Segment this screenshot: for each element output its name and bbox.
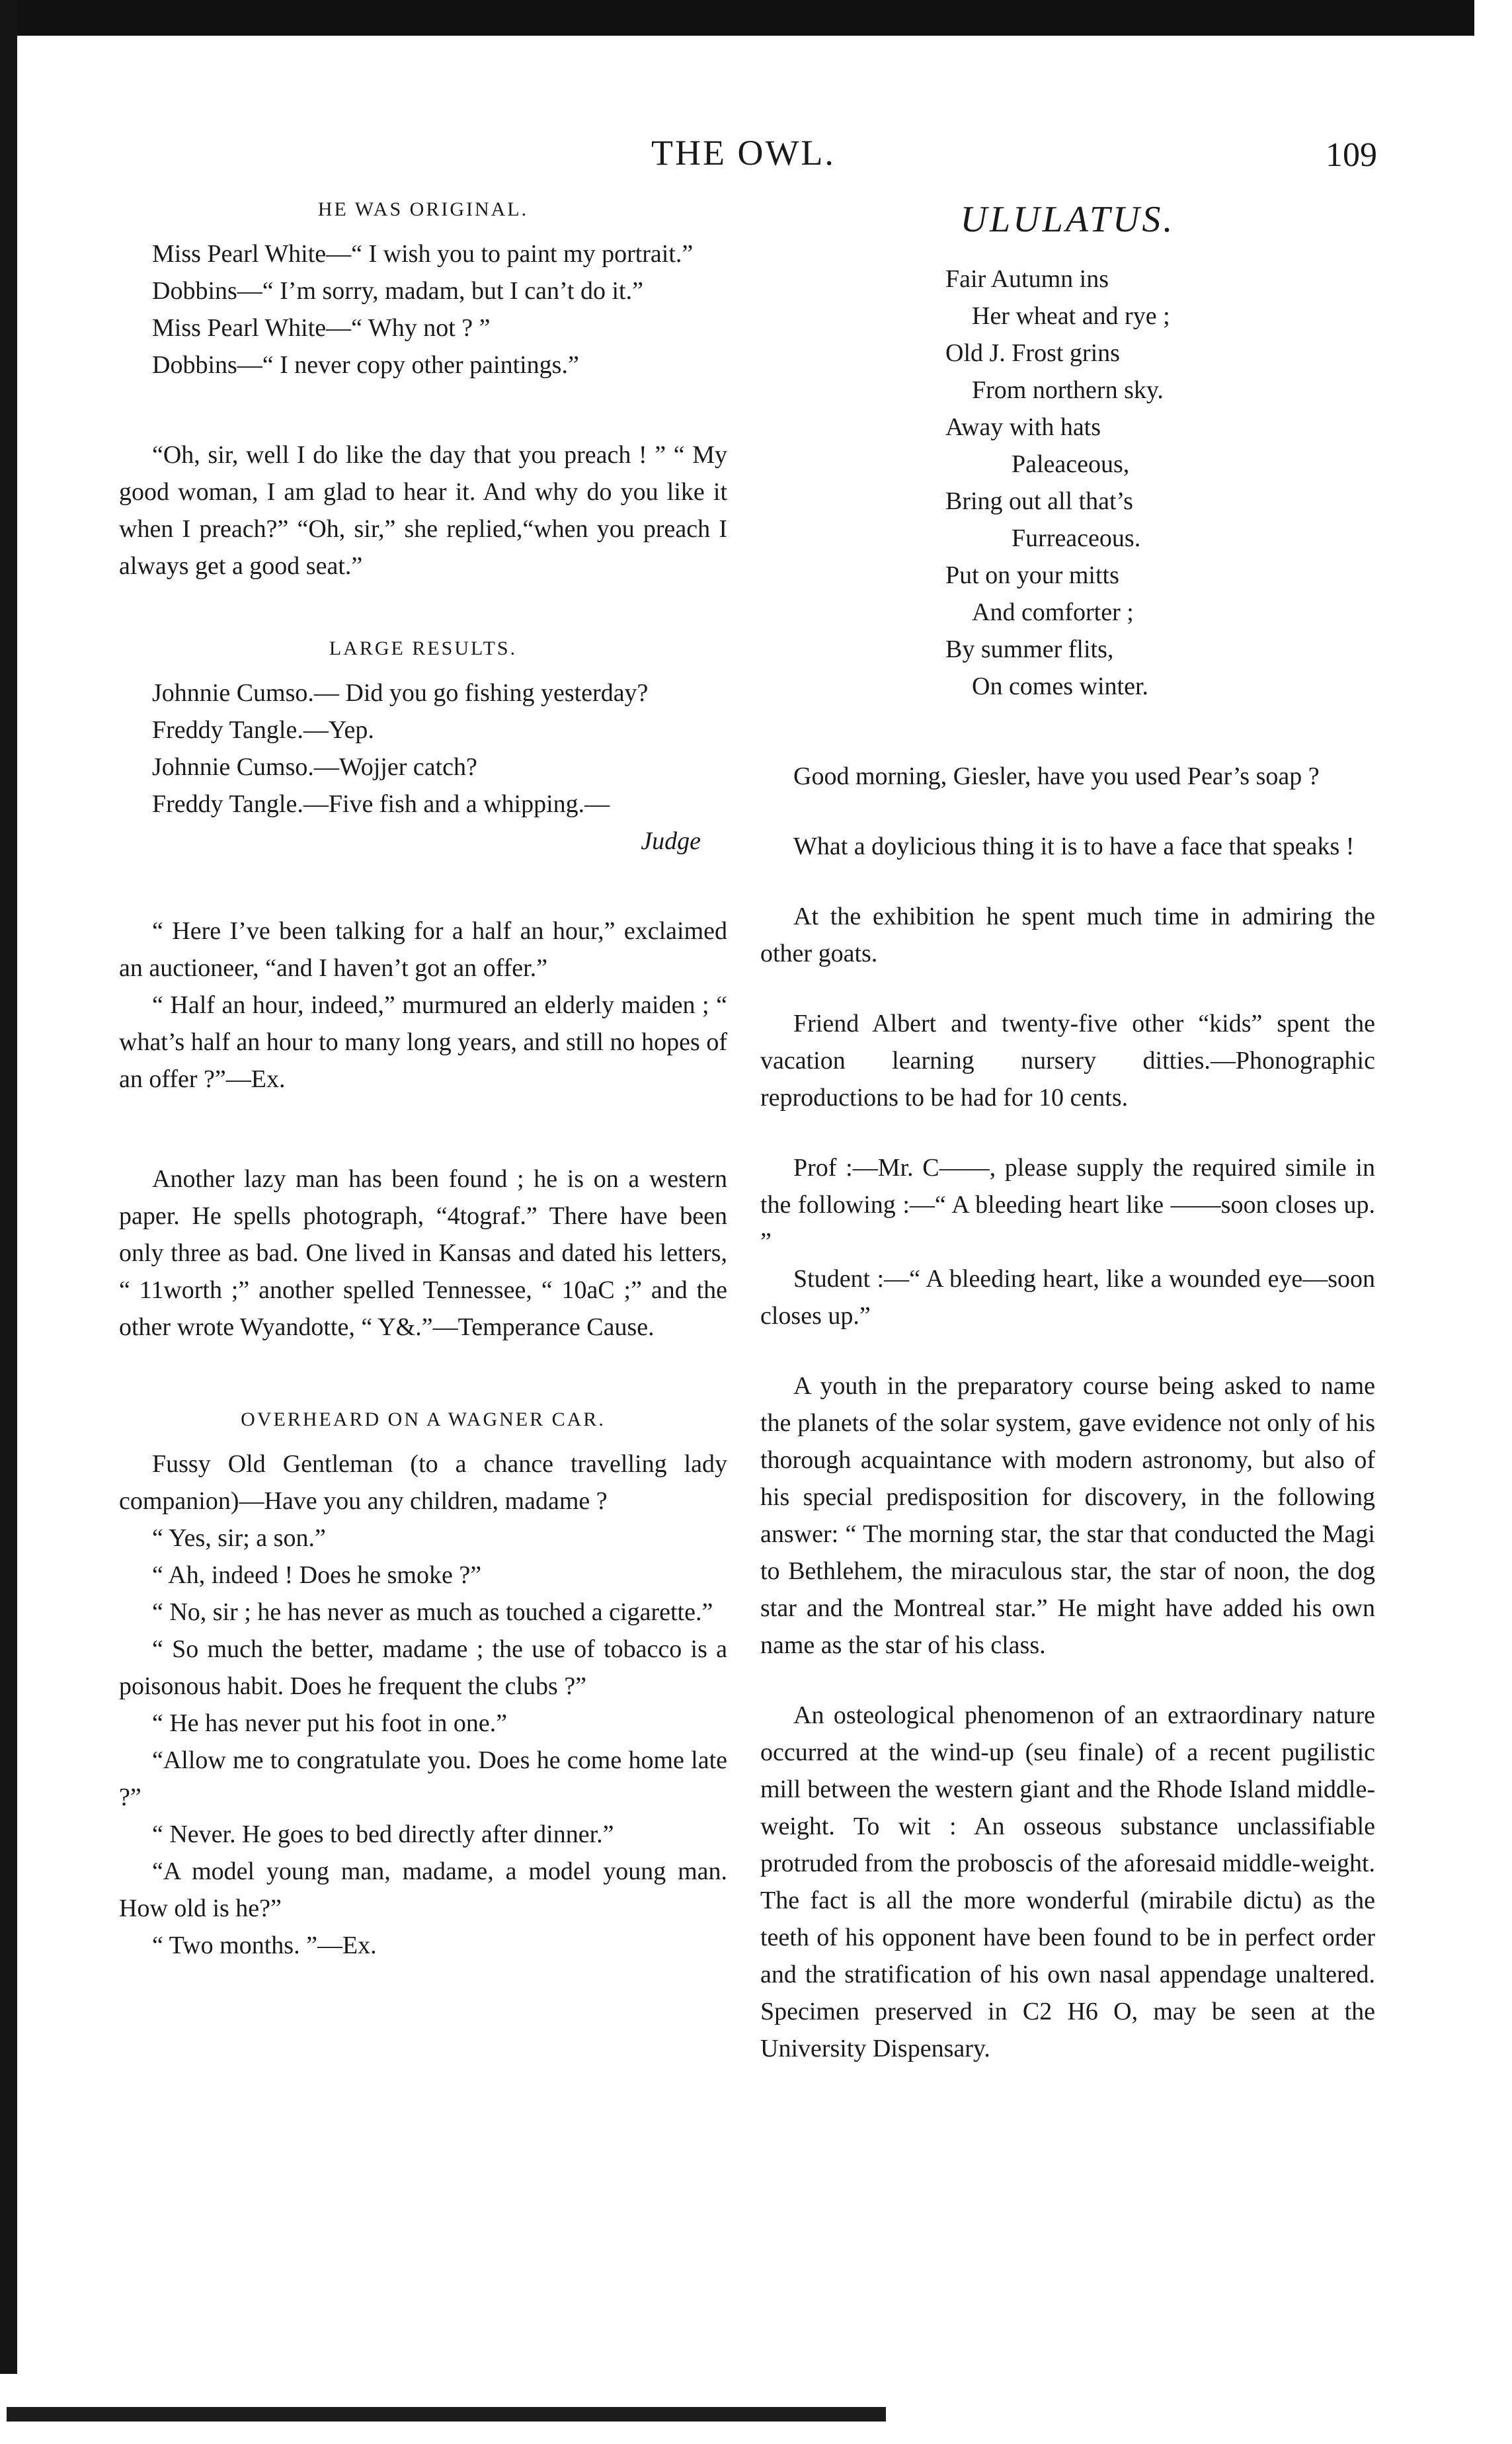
dialogue-line: “ Yes, sir; a son.” [152,1524,326,1552]
anecdote-paragraph: Student :—“ A bleeding heart, like a wounded eye—soon closes up.” [760,1265,1375,1330]
dialogue-line: Freddy Tangle.—Five fish and a whipping.— [152,790,610,818]
dialogue-line: Miss Pearl White—“ Why not ? ” [152,314,491,342]
poem-line: Bring out all that’s [945,487,1133,515]
poem-line: By summer flits, [945,635,1114,663]
anecdote-paragraph: A youth in the preparatory course being asked to name the planets of the solar system, gave evidence not only of his thorough acquaintance with modern astronomy, but also of his special predisposition for discovery, in the following answer: “ The morning star, the star that conducted the Magi to Bethlehem, the miraculous star, the star of noon, the dog star and the Montreal star.” He might have added his own name as the star of his class. [760,1372,1375,1659]
source-attribution: Judge [641,827,701,855]
poem-line: Furreaceous. [1012,524,1141,552]
poem-line: From northern sky. [972,376,1164,404]
section-heading: LARGE RESULTS. [329,637,518,659]
poem-line: Fair Autumn ins [945,265,1109,293]
anecdote-paragraph: Prof :—Mr. C——, please supply the required simile in the following :—“ A bleeding heart like ——soon closes up. ” [760,1154,1375,1256]
dialogue-line: Fussy Old Gentleman (to a chance travelling lady companion)—Have you any children, madame ? [119,1450,727,1515]
anecdote-paragraph: An osteological phenomenon of an extraordinary nature occurred at the wind-up (seu finale) of a recent pugilistic mill between the western giant and the Rhode Island middle-weight. To wit : An osseous substance unclassifiable protruded from the proboscis of the aforesaid middle-weight. The fact is all the more wonderful (mirabile dictu) as the teeth of his opponent have been found to be in perfect order and the stratification of his own nasal appendage unaltered. Specimen preserved in C2 H6 O, may be seen at the University Dispensary. [760,1701,1375,2062]
poem-line: Put on your mitts [945,561,1119,589]
section-heading: OVERHEARD ON A WAGNER CAR. [241,1408,606,1430]
poem [945,261,1375,705]
anecdote-paragraph: What a doylicious thing it is to have a face that speaks ! [793,833,1355,860]
dialogue-line: “ Never. He goes to bed directly after dinner.” [152,1820,614,1848]
poem-title: ULULATUS. [960,199,1175,240]
dialogue-line: “A model young man, madame, a model young man. How old is he?” [119,1857,727,1922]
top-border-rule [0,0,1474,36]
anecdote-paragraph: “ Half an hour, indeed,” murmured an elderly maiden ; “ what’s half an hour to many long years, and still no hopes of an offer ?”—Ex. [119,991,727,1093]
dialogue-line: “ He has never put his foot in one.” [152,1709,508,1737]
anecdote-paragraph: Friend Albert and twenty-five other “kids” spent the vacation learning nursery ditties.—Phonographic reproductions to be had for 10 cents. [760,1010,1375,1112]
poem-line: Paleaceous, [1012,450,1130,478]
dialogue-line: “ No, sir ; he has never as much as touched a cigarette.” [152,1598,713,1626]
poem-line: Away with hats [945,413,1101,441]
dialogue-line: Johnnie Cumso.—Wojjer catch? [152,753,477,781]
left-column [119,198,727,1964]
poem-line: On comes winter. [972,672,1149,700]
dialogue-line: Johnnie Cumso.— Did you go fishing yesterday? [152,679,649,707]
dialogue-line: “ So much the better, madame ; the use of tobacco is a poisonous habit. Does he frequent the clubs ?” [119,1635,727,1700]
anecdote-paragraph: At the exhibition he spent much time in admiring the other goats. [760,903,1375,967]
bottom-border-rule [7,2407,886,2422]
dialogue-line: Dobbins—“ I’m sorry, madam, but I can’t do it.” [152,277,643,305]
page-title: THE OWL. [651,133,836,173]
dialogue-line: “Allow me to congratulate you. Does he come home late ?” [119,1746,727,1811]
anecdote-paragraph: “Oh, sir, well I do like the day that you preach ! ” “ My good woman, I am glad to hear it. And why do you like it when I preach?” “Oh, sir,” she replied,“when you preach I always get a good seat.” [119,441,727,580]
poem-line: Old J. Frost grins [945,339,1120,367]
poem-line: And comforter ; [972,598,1134,626]
dialogue-line: “ Two months. ”—Ex. [152,1932,377,1959]
poem-line: Her wheat and rye ; [972,302,1170,330]
left-border-rule [0,0,17,2374]
dialogue-line: Freddy Tangle.—Yep. [152,716,374,744]
anecdote-paragraph: “ Here I’ve been talking for a half an hour,” exclaimed an auctioneer, “and I haven’t got an offer.” [119,917,727,982]
dialogue-line: “ Ah, indeed ! Does he smoke ?” [152,1561,482,1589]
section-heading: HE WAS ORIGINAL. [317,198,529,220]
right-column [760,198,1375,2067]
page-number: 109 [1326,136,1377,174]
anecdote-paragraph: Another lazy man has been found ; he is on a western paper. He spells photograph, “4tograf.” There have been only three as bad. One lived in Kansas and dated his letters, “ 11worth ;” another spelled Tennessee, “ 10aC ;” and the other wrote Wyandotte, “ Y&.”—Temperance Cause. [119,1165,727,1341]
anecdote-paragraph: Good morning, Giesler, have you used Pear’s soap ? [793,762,1320,790]
dialogue-line: Dobbins—“ I never copy other paintings.” [152,351,579,379]
dialogue-line: Miss Pearl White—“ I wish you to paint my portrait.” [152,240,694,268]
